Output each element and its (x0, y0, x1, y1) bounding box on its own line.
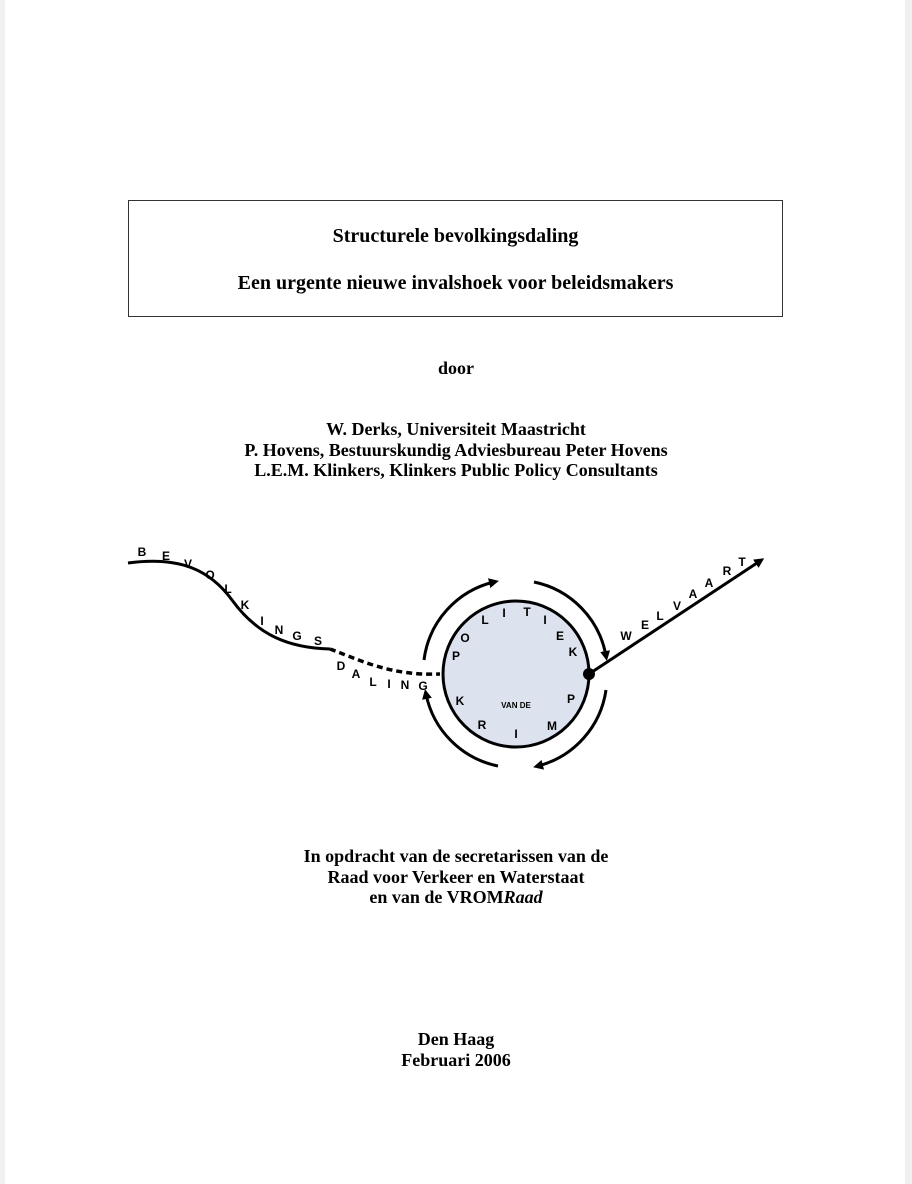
daling-letter: A (351, 667, 361, 681)
welvaart-letter: L (656, 609, 664, 623)
commission-line-3 (0, 887, 912, 908)
primk-letter: I (514, 727, 518, 741)
welvaart-letter: A (688, 587, 698, 601)
title-box (128, 200, 783, 317)
author-1: W. Derks, Universiteit Maastricht (326, 419, 586, 439)
politiek-letter: L (481, 613, 489, 627)
bevolkings-letter: K (240, 598, 250, 612)
circle-center-label: VAN DE (501, 701, 531, 710)
welvaart-letter: W (620, 629, 632, 643)
commission-line-3-italic: Raad (503, 887, 543, 907)
commission-line-3-prefix: en van de VROM (369, 887, 504, 907)
bevolkings-letter: B (137, 545, 147, 559)
policy-circle (443, 601, 589, 747)
daling-letter: G (418, 679, 428, 693)
welvaart-letter: R (722, 564, 732, 578)
place: Den Haag (417, 1029, 495, 1049)
date: Februari 2006 (401, 1050, 511, 1070)
welvaart-letter: V (672, 599, 682, 613)
bevolkings-letter: I (260, 614, 264, 628)
commission-line-1: In opdracht van de secretarissen van de (303, 846, 609, 866)
welvaart-letter: A (704, 576, 714, 590)
by-label: door (438, 358, 474, 378)
welfare-arrow (589, 561, 760, 674)
daling-letter: I (387, 677, 391, 691)
bevolkings-letter: O (205, 568, 215, 582)
document-title: Structurele bevolkingsdaling (332, 225, 579, 247)
primk-letter: P (566, 692, 576, 706)
bevolkings-letter: S (313, 634, 323, 648)
welvaart-letter: E (640, 618, 650, 632)
bevolkings-letter: N (274, 623, 284, 637)
daling-letter: D (336, 659, 346, 673)
primk-letter: K (455, 694, 465, 708)
bevolkings-letter: E (161, 549, 171, 563)
decline-dashed-curve (330, 649, 440, 674)
bevolkings-letter: G (292, 629, 302, 643)
author-3: L.E.M. Klinkers, Klinkers Public Policy Consultants (254, 460, 658, 480)
document-subtitle: Een urgente nieuwe invalshoek voor beleidsmakers (237, 272, 674, 294)
politiek-letter: I (543, 613, 547, 627)
politiek-letter: E (555, 629, 565, 643)
primk-letter: R (477, 718, 487, 732)
daling-letter: N (400, 678, 410, 692)
politiek-letter: T (523, 605, 531, 619)
author-2: P. Hovens, Bestuurskundig Adviesbureau Peter Hovens (244, 440, 668, 460)
cover-logo-illustration (0, 530, 912, 790)
daling-letter: L (369, 675, 377, 689)
bevolkings-letter: L (224, 582, 232, 596)
politiek-letter: O (460, 631, 470, 645)
politiek-letter: K (568, 645, 578, 659)
politiek-letter: P (451, 649, 461, 663)
politiek-letter: I (502, 606, 506, 620)
welvaart-letter: T (738, 555, 746, 569)
commission-line-2: Raad voor Verkeer en Waterstaat (327, 867, 585, 887)
bevolkings-letter: V (183, 557, 193, 571)
primk-letter: M (547, 719, 557, 733)
